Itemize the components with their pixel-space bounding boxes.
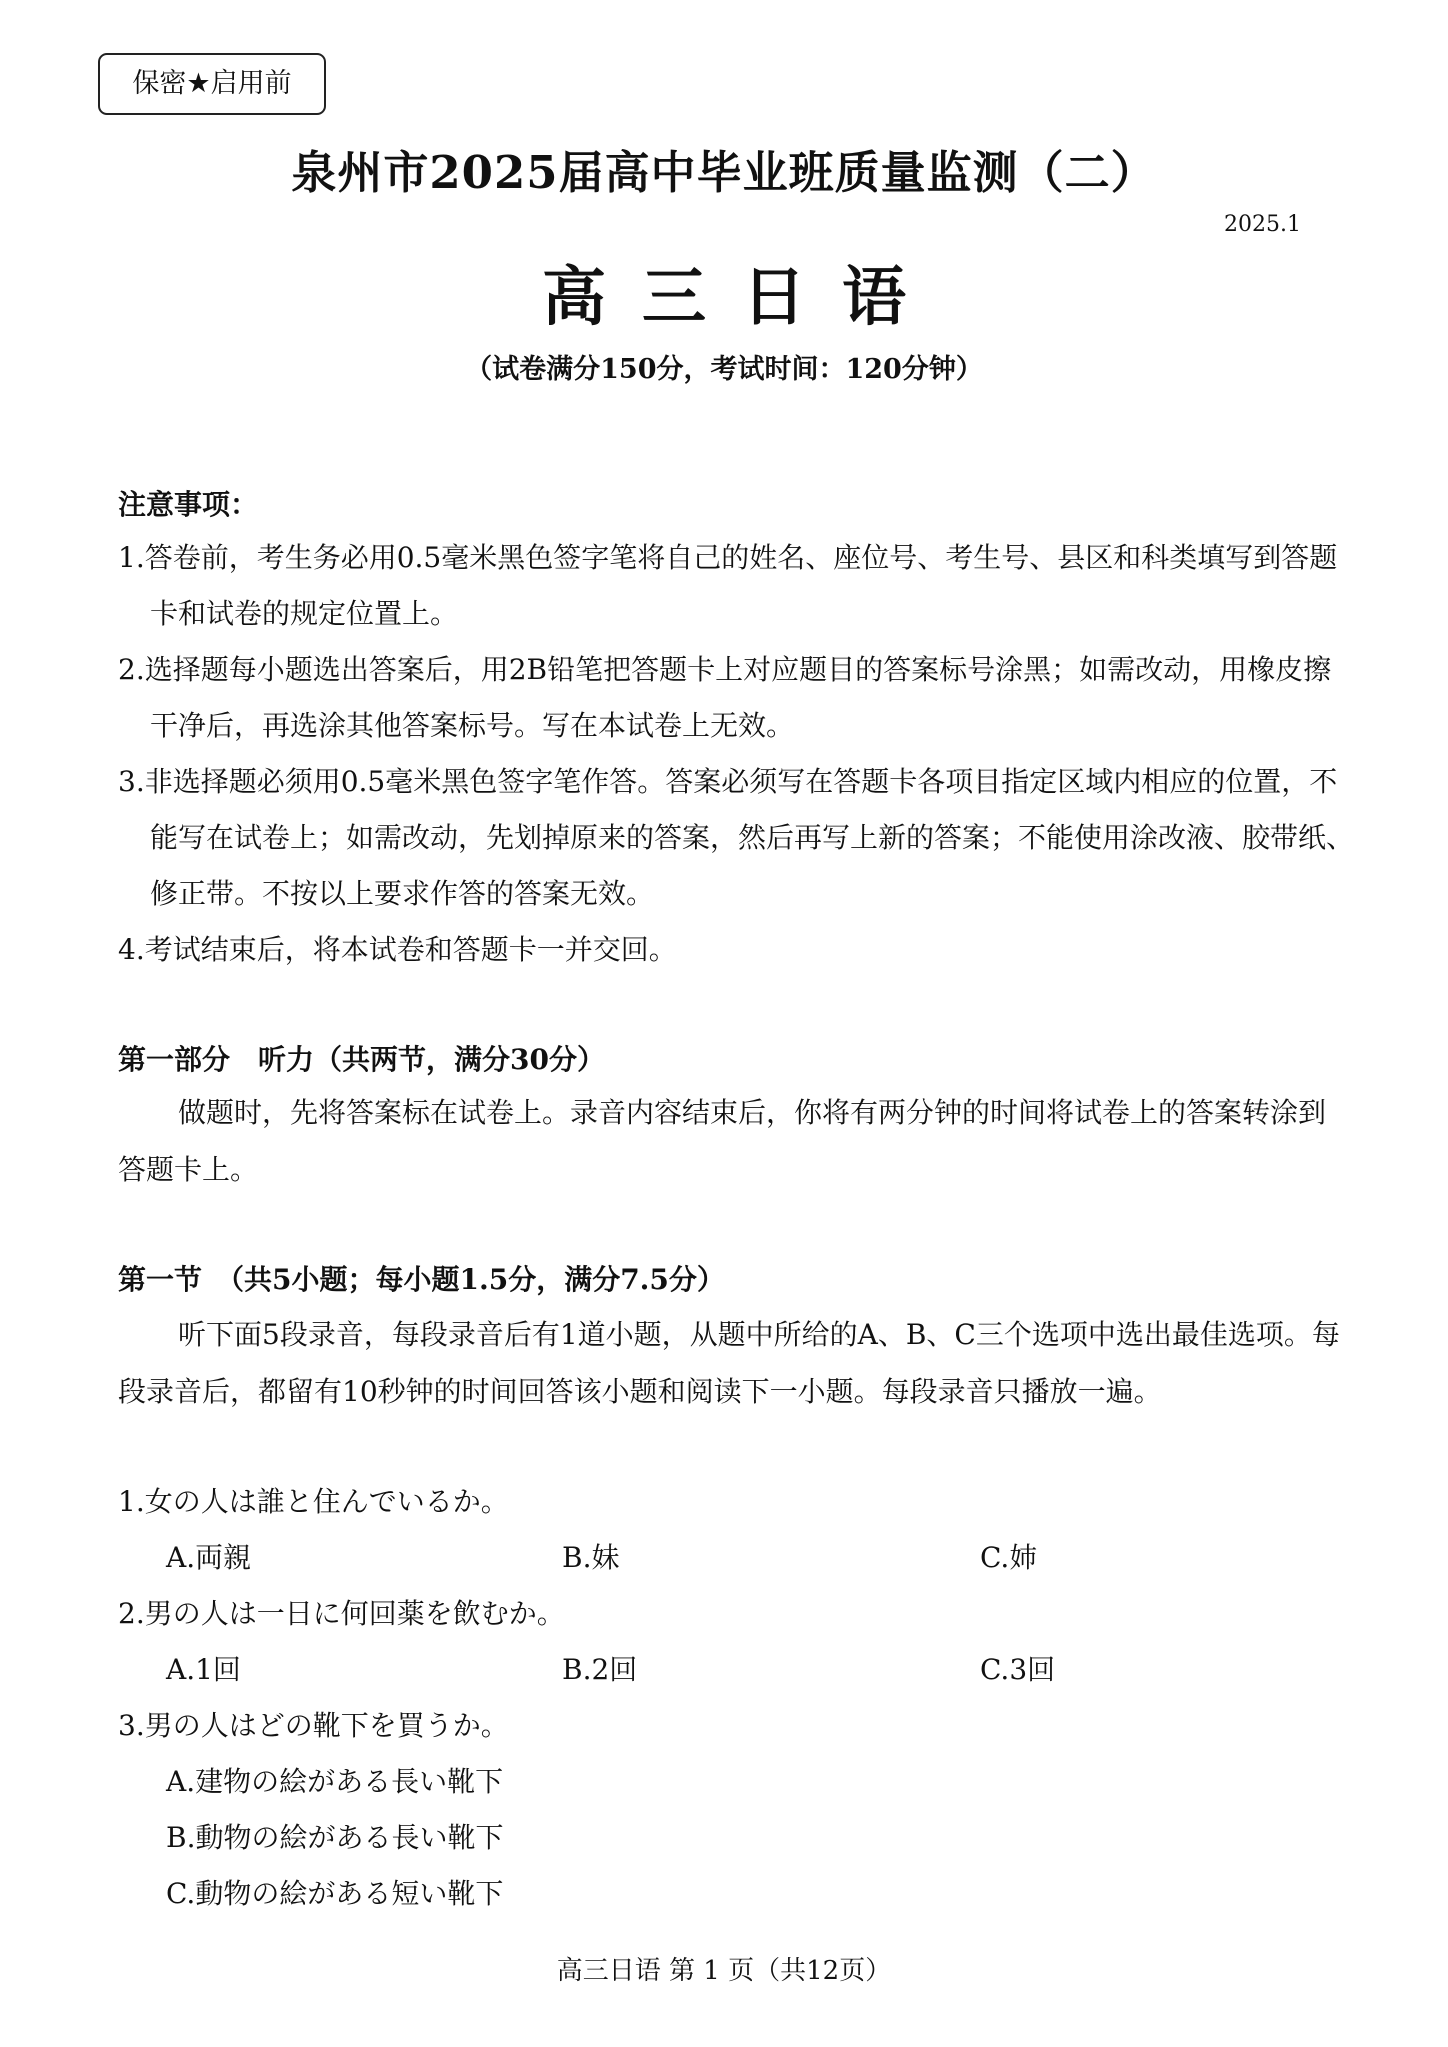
question-3-option-b: B.動物の絵がある長い靴下 bbox=[166, 1821, 504, 1854]
exam-title: 泉州市2025届高中毕业班质量监测（二） bbox=[291, 146, 1157, 199]
notice-item-2: 2.选择题每小题选出答案后，用2B铅笔把答题卡上对应题目的答案标号涂黑；如需改动，用橡皮擦干净后，再选涂其他答案标号。写在本试卷上无效。 bbox=[118, 653, 1332, 742]
part1-title: 第一部分 听力（共两节，满分30分） bbox=[118, 1043, 605, 1076]
question-1-stem: 1.女の人は誰と住んでいるか。 bbox=[118, 1485, 509, 1518]
notices-title: 注意事项： bbox=[118, 488, 259, 521]
question-3-stem: 3.男の人はどの靴下を買うか。 bbox=[118, 1709, 509, 1742]
question-3-option-c: C.動物の絵がある短い靴下 bbox=[166, 1877, 504, 1910]
part1-instruction: 做题时，先将答案标在试卷上。录音内容结束后，你将有两分钟的时间将试卷上的答案转涂到答题卡上。 bbox=[118, 1096, 1327, 1186]
subject-title: 高三日语 bbox=[542, 261, 942, 335]
question-1-option-c: C.姉 bbox=[980, 1541, 1038, 1574]
question-3-option-a: A.建物の絵がある長い靴下 bbox=[166, 1765, 504, 1798]
question-2-option-c: C.3回 bbox=[980, 1653, 1056, 1686]
question-1-option-b: B.妹 bbox=[562, 1541, 620, 1574]
notice-item-4: 4.考试结束后，将本试卷和答题卡一并交回。 bbox=[118, 933, 677, 966]
section1-instruction: 听下面5段录音，每段录音后有1道小题，从题中所给的A、B、C三个选项中选出最佳选项。每段录音后，都留有10秒钟的时间回答该小题和阅读下一小题。每段录音只播放一遍。 bbox=[118, 1318, 1340, 1408]
section1-title: 第一节 （共5小题；每小题1.5分，满分7.5分） bbox=[118, 1263, 725, 1296]
notice-item-3: 3.非选择题必须用0.5毫米黑色签字笔作答。答案必须写在答题卡各项目指定区域内相应的位置，不能写在试卷上；如需改动，先划掉原来的答案，然后再写上新的答案；不能使用涂改液、胶带纸、修正带。不按以上要求作答的答案无效。 bbox=[118, 765, 1355, 910]
notice-item-1: 1.答卷前，考生务必用0.5毫米黑色签字笔将自己的姓名、座位号、考生号、县区和科类填写到答题卡和试卷的规定位置上。 bbox=[118, 541, 1338, 630]
question-2-stem: 2.男の人は一日に何回薬を飲むか。 bbox=[118, 1597, 565, 1630]
question-1-option-a: A.両親 bbox=[166, 1541, 252, 1574]
page-footer: 高三日语 第 1 页（共12页） bbox=[556, 1956, 892, 1986]
question-2-option-b: B.2回 bbox=[562, 1653, 638, 1686]
question-2-option-a: A.1回 bbox=[166, 1653, 241, 1686]
exam-date: 2025.1 bbox=[1224, 212, 1301, 237]
exam-info: （试卷满分150分，考试时间：120分钟） bbox=[465, 354, 983, 385]
confidential-stamp: 保密★启用前 bbox=[98, 53, 326, 115]
notices-list bbox=[118, 530, 1358, 978]
